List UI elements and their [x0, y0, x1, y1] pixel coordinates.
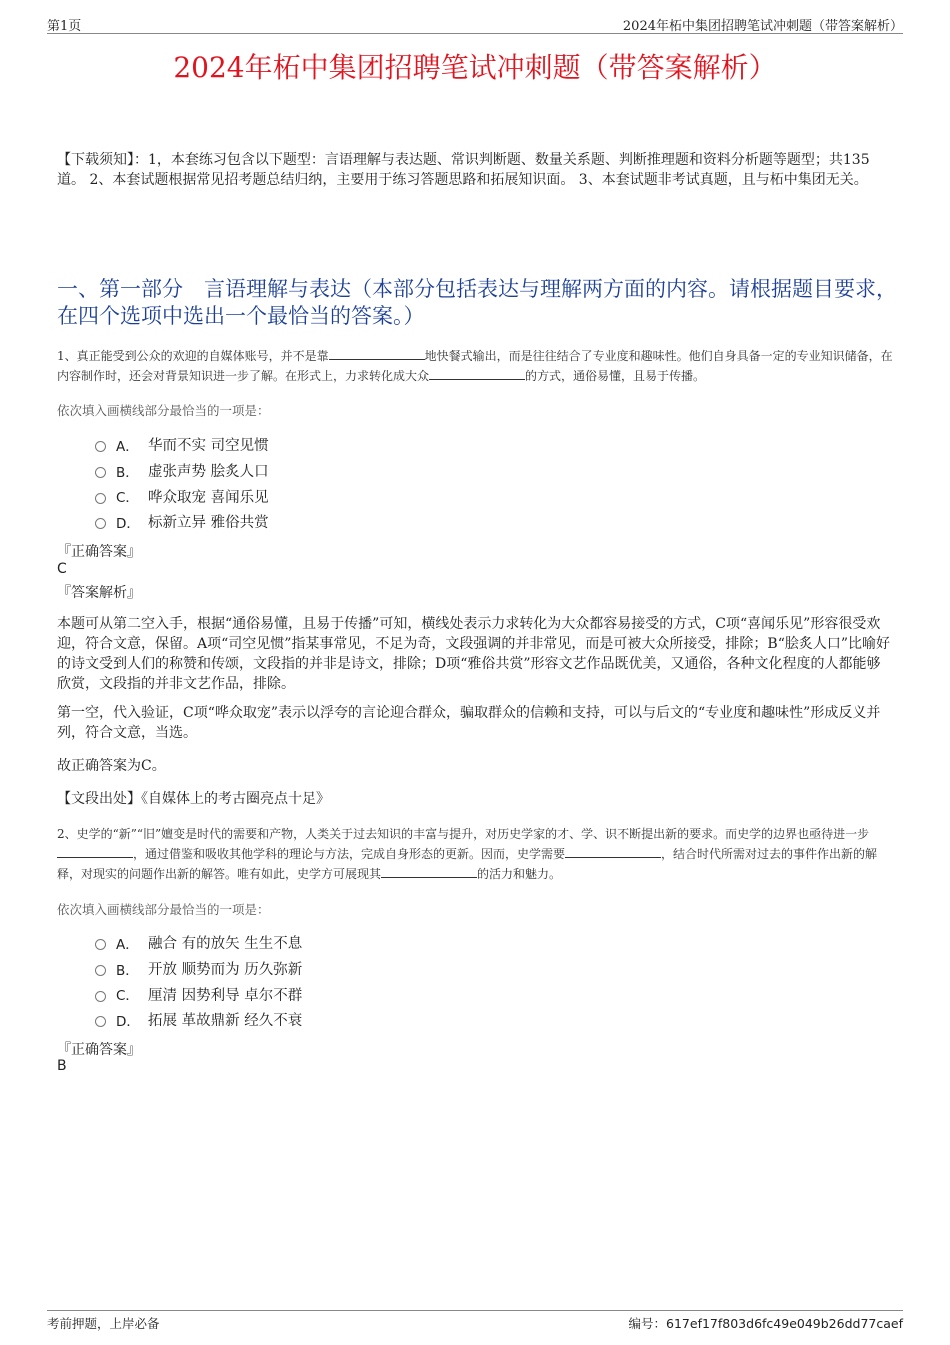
- question-2-text: 2、史学的“新”“旧”嬗变是时代的需要和产物，人类关于过去知识的丰富与提升，对历史学家的才、学、识不断提出新的要求。而史学的边界也亟待进一步，通过借鉴和吸收其他学科的理论与方法，完成自身形态的更新。因而，史学需要 ，结合时代所需对过去的事件作出新的解释，对现实的问题作出新的解答。唯有如此，史学方可展现其 的活力和魅力。: [57, 827, 878, 881]
- option-b[interactable]: B． 开放 顺势而为 历久弥新: [95, 956, 302, 982]
- source-citation: 【文段出处】《自媒体上的考古圈亮点十足》: [57, 791, 330, 807]
- option-a[interactable]: A． 华而不实 司空见惯: [95, 432, 269, 458]
- footer-divider: [47, 1310, 903, 1311]
- question-2-options: [95, 930, 302, 1033]
- radio-icon[interactable]: [95, 1016, 106, 1027]
- option-b[interactable]: B． 虚张声势 脍炙人口: [95, 458, 269, 484]
- radio-icon[interactable]: [95, 467, 106, 478]
- radio-icon[interactable]: [95, 965, 106, 976]
- radio-icon[interactable]: [95, 518, 106, 529]
- fill-blank: [57, 845, 133, 858]
- answer-value: B: [57, 1058, 67, 1074]
- option-a[interactable]: A． 融合 有的放矢 生生不息: [95, 930, 302, 956]
- radio-icon[interactable]: [95, 991, 106, 1002]
- answer-value: C: [57, 561, 67, 577]
- footer-slogan: 考前押题，上岸必备: [47, 1316, 160, 1331]
- radio-icon[interactable]: [95, 441, 106, 452]
- analysis-paragraph-2: 第一空，代入验证，C项“哗众取宠”表示以浮夸的言论迎合群众，骗取群众的信赖和支持，可以与后文的“专业度和趣味性”形成反义并列，符合文意，当选。: [57, 705, 881, 741]
- page-number: 第1页: [47, 19, 82, 34]
- fill-blank: [381, 865, 477, 878]
- option-d[interactable]: D． 拓展 革故鼎新 经久不衰: [95, 1007, 302, 1033]
- radio-icon[interactable]: [95, 493, 106, 504]
- question-2-prompt: 依次填入画横线部分最恰当的一项是：: [57, 902, 270, 917]
- question-1-prompt: 依次填入画横线部分最恰当的一项是：: [57, 403, 270, 418]
- question-1-options: [95, 432, 269, 535]
- answer-label: 『正确答案』: [57, 544, 141, 560]
- question-1-text: 1、真正能受到公众的欢迎的自媒体账号，并不是靠 地快餐式输出，而是往往结合了专业度和趣味性。他们自身具备一定的专业知识储备，在内容制作时，还会对背景知识进一步了解。在形式上，力求转化成大众 的方式，通俗易懂，且易于传播。: [57, 349, 893, 383]
- option-c[interactable]: C． 哗众取宠 喜闻乐见: [95, 483, 269, 509]
- analysis-label: 『答案解析』: [57, 585, 141, 601]
- header-divider: [47, 33, 903, 34]
- document-code: 编号：617ef17f803d6fc49e049b26dd77caef: [628, 1316, 903, 1331]
- document-title: 2024年柘中集团招聘笔试冲刺题（带答案解析）: [173, 51, 777, 84]
- download-notice: 【下载须知】：1，本套练习包含以下题型：言语理解与表达题、常识判断题、数量关系题、判断推理题和资料分析题等题型；共135道。 2、本套试题根据常见招考题总结归纳，主要用于练习答题思路和拓展知识面。 3、本套试题非考试真题，且与柘中集团无关。: [57, 152, 870, 188]
- answer-label: 『正确答案』: [57, 1042, 141, 1058]
- fill-blank: [565, 845, 661, 858]
- option-c[interactable]: C． 厘清 因势利导 卓尔不群: [95, 981, 302, 1007]
- analysis-conclusion: 故正确答案为C。: [57, 758, 166, 774]
- option-d[interactable]: D． 标新立异 雅俗共赏: [95, 509, 269, 535]
- radio-icon[interactable]: [95, 939, 106, 950]
- analysis-paragraph-1: 本题可从第二空入手，根据“通俗易懂，且易于传播”可知，横线处表示力求转化为大众都容易接受的方式，C项“喜闻乐见”形容很受欢迎，符合文意，保留。A项“司空见惯”指某事常见，不足为奇，文段强调的并非常见，而是可被大众所接受，排除；B“脍炙人口”比喻好的诗文受到人们的称赞和传颂，文段指的并非是诗文，排除；D项“雅俗共赏”形容文艺作品既优美，又通俗，各种文化程度的人都能够欣赏，文段指的并非文艺作品，排除。: [57, 616, 891, 692]
- fill-blank: [329, 347, 425, 360]
- running-header-title: 2024年柘中集团招聘笔试冲刺题（带答案解析）: [622, 19, 903, 34]
- fill-blank: [429, 367, 525, 380]
- section-heading: 一、第一部分 言语理解与表达（本部分包括表达与理解两方面的内容。请根据题目要求，在四个选项中选出一个最恰当的答案。）: [57, 277, 897, 328]
